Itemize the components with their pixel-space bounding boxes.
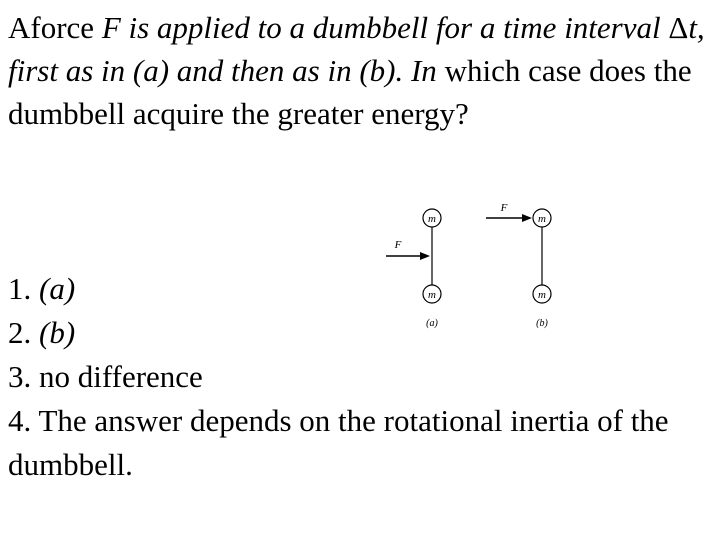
arrowhead-b [522,214,532,222]
question-part1: Aforce [8,10,102,45]
caption-b: (b) [536,318,548,329]
option-2[interactable]: 2. (b) [8,315,76,350]
question-part3: t, first as in (a) and then as in (b). In [8,10,705,88]
answer-options [8,267,708,487]
option-1[interactable]: 1. (a) [8,271,76,306]
question-text [8,6,708,135]
question-part2: F is applied to a dumbbell for a time interval [101,10,669,45]
question-part4: which case does the dumbbell acquire the greater energy? [8,53,692,131]
force-label-a: F [394,239,402,251]
mass-label-bottom-a: m [428,289,436,301]
delta-symbol: Δ [668,10,689,45]
mass-label-top-a: m [428,213,436,225]
option-4[interactable]: 4. The answer depends on the rotational inertia of the dumbbell. [8,403,677,482]
mass-label-top-b: m [538,213,546,225]
option-3[interactable]: 3. no difference [8,359,203,394]
arrowhead-a [420,252,430,260]
force-label-b: F [500,202,508,214]
caption-a: (a) [426,318,438,329]
mass-label-bottom-b: m [538,289,546,301]
